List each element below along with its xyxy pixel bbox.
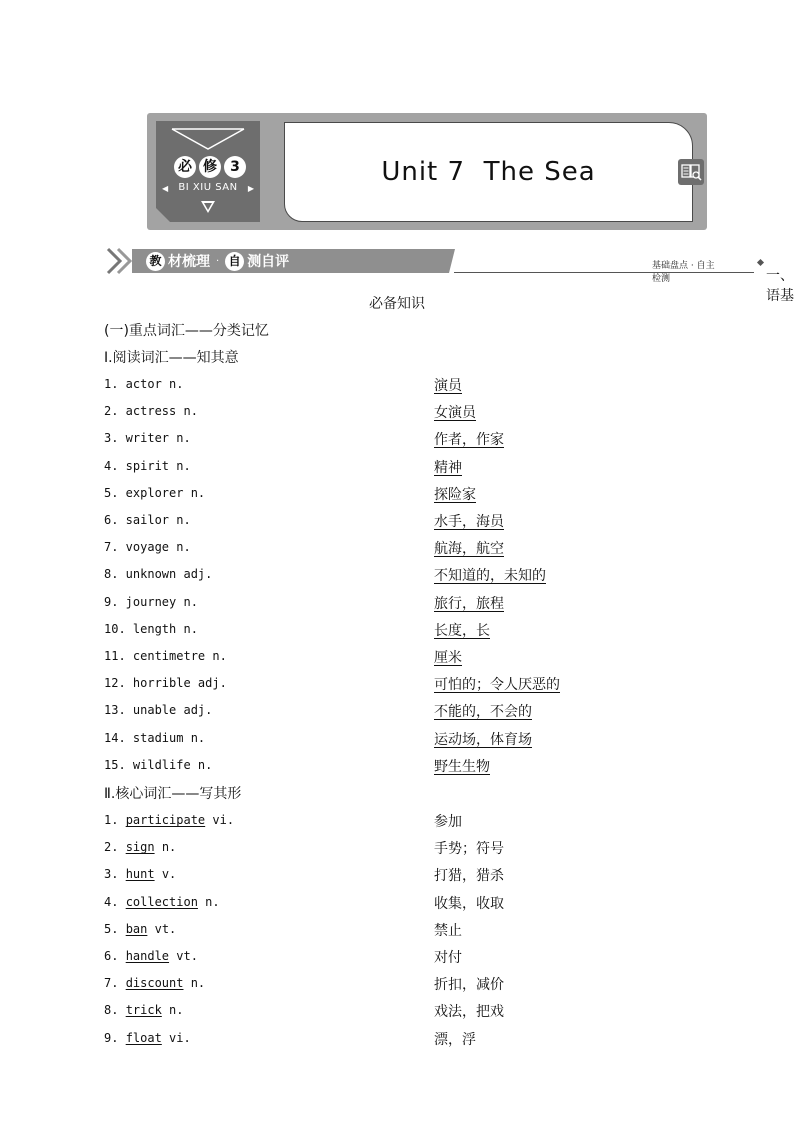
word-answer: float	[125, 1030, 162, 1045]
word-answer: discount	[125, 976, 184, 991]
section-dot: ·	[216, 255, 220, 267]
word-meaning: 戏法，把戏	[434, 1004, 504, 1021]
word-english	[104, 949, 198, 963]
word-english: 9. journey n.	[104, 594, 198, 609]
word-pos: v.	[154, 867, 177, 882]
word-number: 8.	[104, 1003, 126, 1018]
word-number: 1.	[104, 813, 126, 827]
word-pos: vt.	[169, 949, 198, 963]
word-meaning: 不能的，不会的	[434, 704, 532, 721]
word-english: 15. wildlife n.	[104, 757, 213, 772]
word-number: 9.	[104, 1030, 126, 1045]
section-word: 测自评	[247, 254, 290, 270]
list-item	[104, 595, 724, 622]
list-item	[104, 813, 724, 840]
list-item	[104, 649, 724, 676]
list-item	[104, 431, 724, 458]
word-number: 7.	[104, 976, 126, 991]
word-english: 6. sailor n.	[104, 513, 191, 527]
word-english: 5. explorer n.	[104, 485, 206, 500]
list-item	[104, 922, 724, 949]
list-item	[104, 404, 724, 431]
word-english: 8. unknown adj.	[104, 567, 213, 582]
list-item	[104, 895, 724, 922]
word-number: 6.	[104, 949, 126, 963]
word-english	[104, 840, 176, 854]
list-item	[104, 949, 724, 976]
word-english	[104, 922, 176, 936]
word-meaning: 精神	[434, 459, 462, 476]
word-english: 1. actor n.	[104, 377, 184, 391]
section-word: 材梳理	[168, 254, 210, 270]
word-meaning: 折扣，减价	[434, 977, 504, 994]
word-meaning: 演员	[434, 378, 462, 394]
word-answer: participate	[125, 813, 206, 827]
list-item	[104, 540, 724, 567]
book-search-icon	[678, 159, 704, 185]
word-meaning: 可怕的；令人厌恶的	[434, 677, 560, 694]
list-item	[104, 486, 724, 513]
diamond-icon	[757, 259, 764, 266]
word-pos: n.	[154, 840, 177, 855]
word-meaning: 作者，作家	[434, 432, 504, 449]
word-meaning: 收集，收取	[434, 895, 504, 912]
word-meaning: 厘米	[434, 650, 462, 666]
word-english: 11. centimetre n.	[104, 649, 227, 663]
word-meaning: 长度，长	[434, 622, 490, 639]
section-circle: 教	[146, 252, 165, 271]
word-english	[104, 813, 234, 827]
word-english: 14. stadium n.	[104, 730, 206, 745]
section-note: 基础盘点 · 自主检测	[652, 261, 715, 284]
word-english	[104, 895, 220, 909]
list-item	[104, 377, 724, 404]
word-meaning: 旅行，旅程	[434, 595, 504, 612]
list-item	[104, 758, 724, 785]
word-meaning: 探险家	[434, 486, 476, 503]
word-meaning: 女演员	[434, 405, 476, 422]
word-english: 13. unable adj.	[104, 703, 213, 718]
section-plate	[132, 249, 449, 273]
list-item	[104, 976, 724, 1003]
word-answer: sign	[125, 840, 155, 855]
word-english	[104, 867, 176, 881]
word-meaning: 手势；符号	[434, 841, 504, 858]
word-answer: ban	[125, 921, 148, 936]
word-number: 3.	[104, 867, 126, 882]
word-english: 12. horrible adj.	[104, 676, 227, 691]
word-english: 3. writer n.	[104, 431, 191, 446]
word-english: 10. length n.	[104, 621, 198, 636]
reading-title: Ⅰ.阅读词汇——知其意	[104, 350, 239, 366]
list-item	[104, 622, 724, 649]
list-item	[104, 513, 724, 540]
arrow-right-icon: ▶	[247, 184, 254, 193]
title-box	[284, 122, 693, 222]
list-item	[104, 840, 724, 867]
word-meaning: 不知道的，未知的	[434, 568, 546, 585]
arrow-left-icon: ◀	[162, 184, 169, 193]
word-meaning: 漂，浮	[434, 1031, 476, 1048]
word-pos: vi.	[205, 813, 235, 827]
word-english: 4. spirit n.	[104, 458, 191, 473]
unit-banner	[147, 113, 707, 230]
list-item	[104, 703, 724, 730]
list-item	[104, 867, 724, 894]
list-item	[104, 731, 724, 758]
page-fold-icon	[156, 208, 170, 222]
list-item	[104, 676, 724, 703]
word-meaning: 野生生物	[434, 758, 490, 775]
word-meaning: 航海，航空	[434, 541, 504, 558]
word-pos: n.	[183, 976, 206, 991]
part-title: (一)重点词汇——分类记忆	[104, 323, 269, 339]
list-item	[104, 1003, 724, 1030]
word-meaning: 运动场，体育场	[434, 731, 532, 748]
unit-title: Unit 7 The Sea	[381, 157, 596, 187]
word-english: 7. voyage n.	[104, 540, 191, 555]
triangle-down-icon	[200, 200, 216, 214]
word-meaning: 对付	[434, 950, 462, 966]
word-pos: n.	[197, 894, 220, 909]
word-meaning: 禁止	[434, 922, 462, 939]
word-pos: vi.	[161, 1030, 191, 1045]
section-label: 一、语基	[766, 268, 794, 304]
list-item	[104, 567, 724, 594]
word-number: 5.	[104, 921, 126, 936]
list-item	[104, 459, 724, 486]
section-circle: 自	[225, 252, 244, 271]
badge-pill: 修	[199, 156, 221, 178]
word-answer: trick	[125, 1003, 162, 1018]
badge-subtitle: BI XIU SAN	[178, 182, 238, 193]
word-answer: hunt	[125, 867, 155, 882]
word-answer: handle	[125, 949, 170, 963]
word-english: 2. actress n.	[104, 404, 198, 419]
word-english	[104, 1003, 184, 1017]
badge-pill: 必	[174, 156, 196, 178]
page-heading: 必备知识	[369, 296, 425, 312]
word-number: 2.	[104, 840, 126, 855]
word-english	[104, 976, 205, 990]
book-badge	[156, 121, 260, 222]
word-meaning: 参加	[434, 814, 462, 830]
word-answer: collection	[125, 894, 198, 909]
word-meaning: 打猎，猎杀	[434, 868, 504, 885]
badge-pill: 3	[224, 156, 246, 178]
core-title: Ⅱ.核心词汇——写其形	[104, 786, 242, 802]
badge-chevron-icon	[170, 127, 246, 153]
word-number: 4.	[104, 894, 126, 909]
word-english	[104, 1031, 191, 1045]
word-pos: vt.	[147, 921, 177, 936]
word-pos: n.	[161, 1003, 184, 1018]
word-meaning: 水手，海员	[434, 514, 504, 530]
list-item	[104, 1031, 724, 1058]
